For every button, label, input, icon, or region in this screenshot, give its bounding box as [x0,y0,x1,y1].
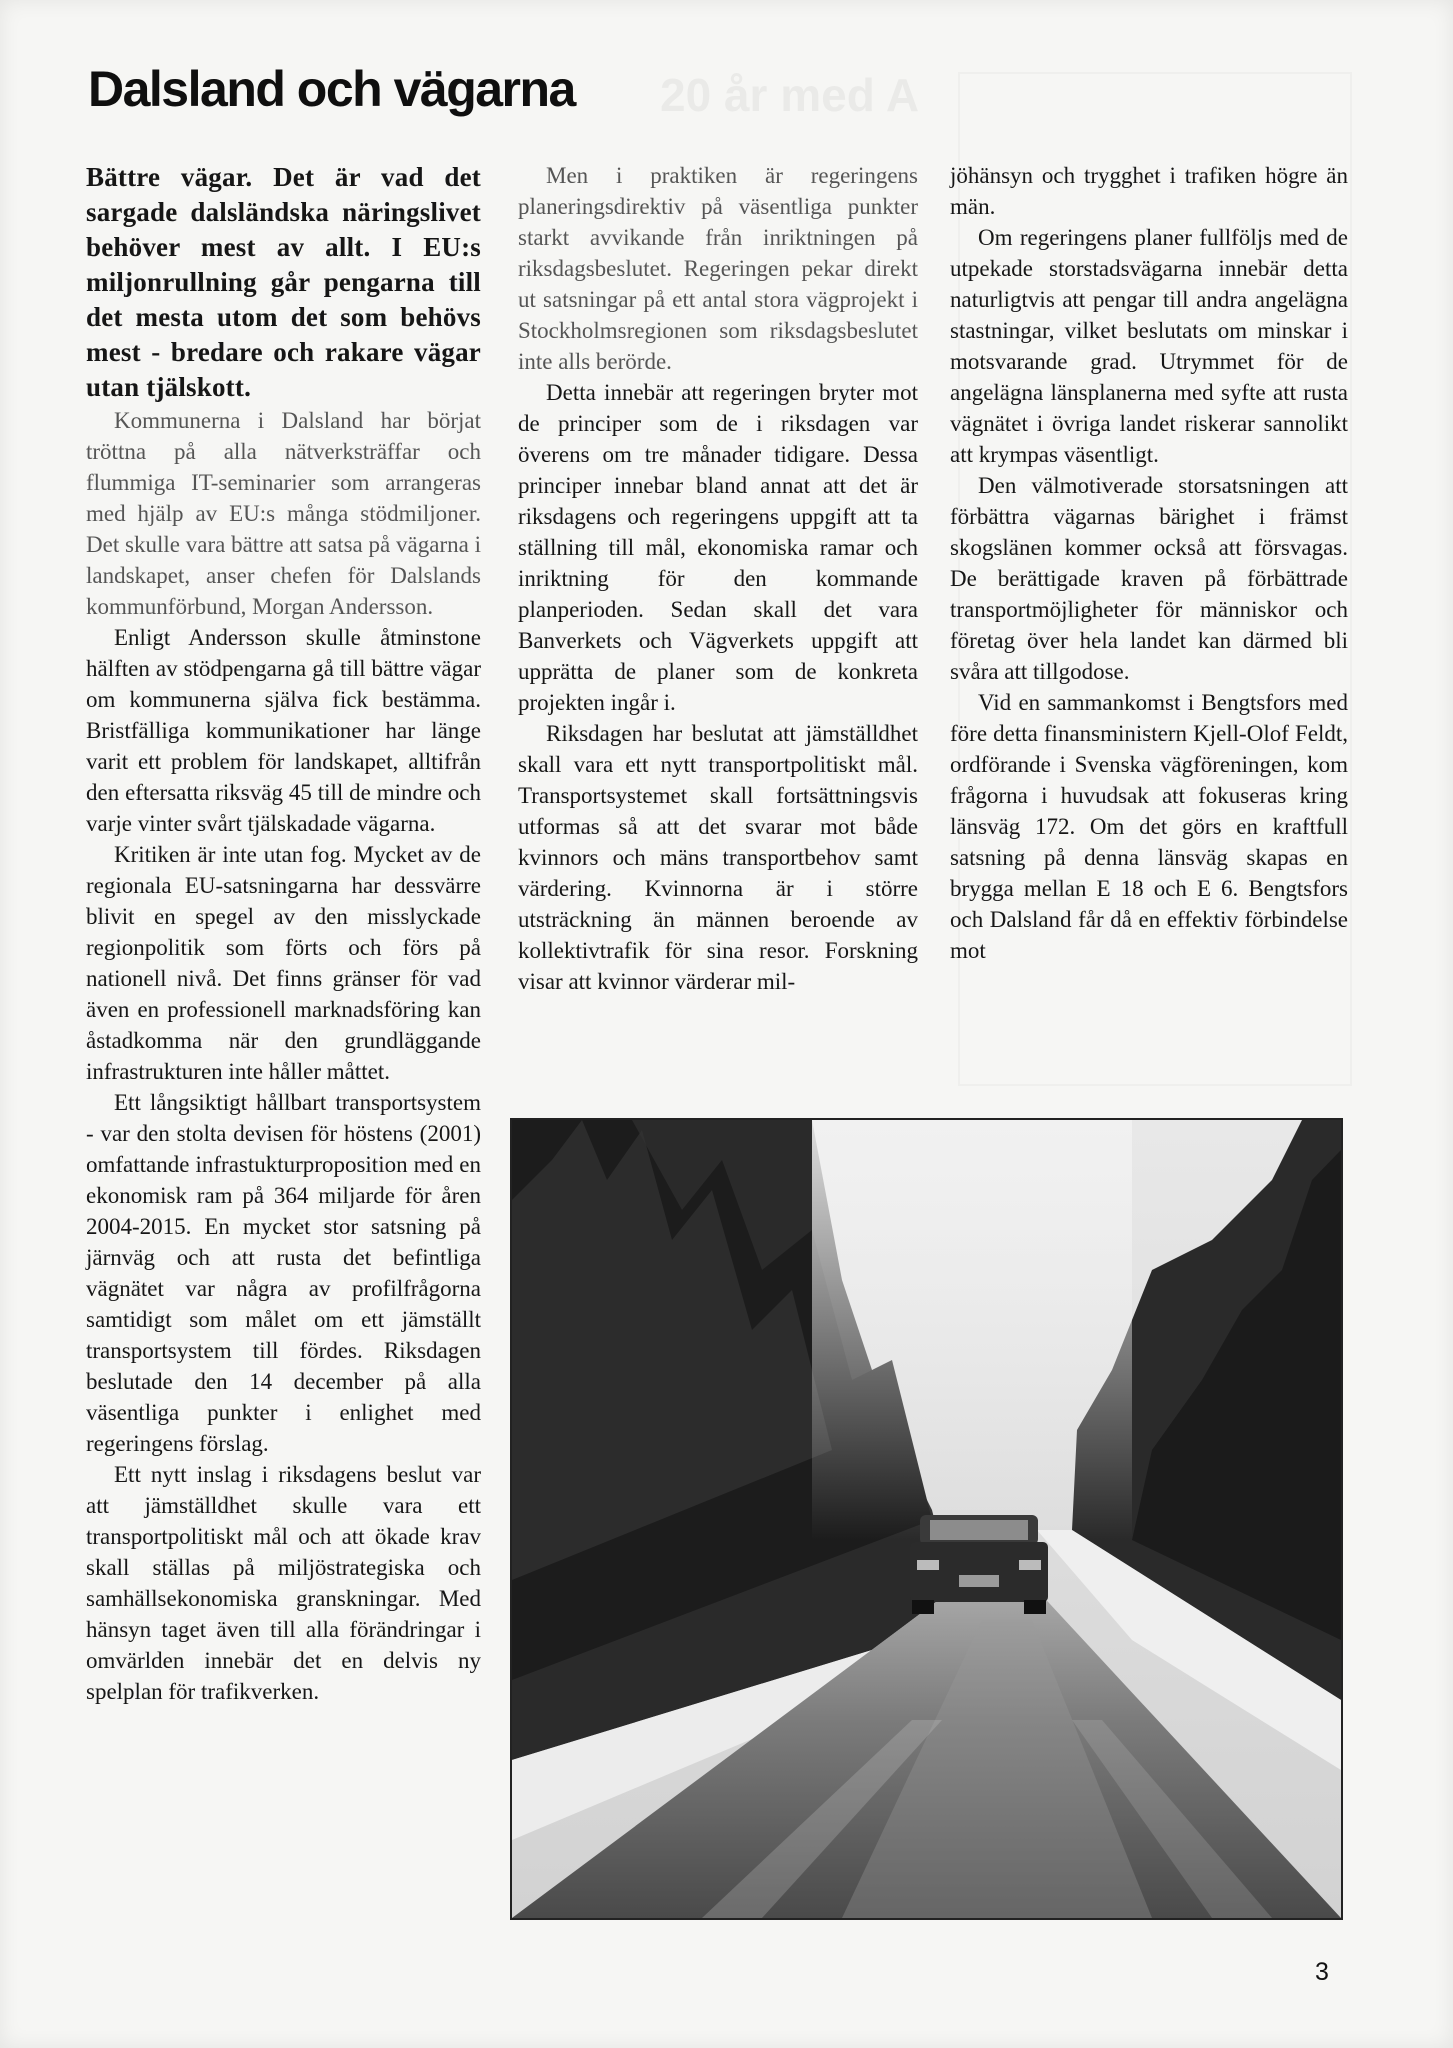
paragraph: Kommunerna i Dalsland har börjat tröttna på alla nätverksträffar och flummiga IT-seminarier som arrangeras med hjälp av EU:s många stödmiljoner. Det skulle vara bättre att satsa på vägarna i landskapet, anser chefen för Dalslands kommunförbund, Morgan Andersson. [86,408,481,619]
lead-paragraph: Bättre vägar. Det är vad det sargade dalsländska näringslivet behöver mest av allt. I EU:s miljonrullning går pengarna till det mesta utom det som behövs mest - bredare och rakare vägar utan tjälskott. [86,162,481,402]
winter-road-car-image [512,1120,1341,1918]
paragraph: jöhänsyn och trygghet i trafiken högre än män. [950,163,1348,219]
text-column-3 [950,160,1348,966]
bleed-through-heading: 20 år med A [660,69,920,121]
paragraph: Detta innebär att regeringen bryter mot de principer som de i riksdagen var överens om tre månader tidigare. Dessa principer innebar bland annat att det är riksdagens och regeringens uppgift att ta ställning till mål, ekonomiska ramar och inriktning för den kommande planperioden. Sedan skall det vara Banverkets och Vägverkets uppgift att upprätta de planer som de konkreta projekten ingår i. [518,380,918,715]
car [910,1515,1048,1614]
paragraph: Riksdagen har beslutat att jämställdhet skall vara ett nytt transportpolitiskt mål. Transportsystemet skall fortsättningsvis utformas så att det svarar mot både kvinnors och mäns transportbehov samt värdering. Kvinnorna är i större utsträckning än männen beroende av kollektivtrafik för sina resor. Forskning visar att kvinnor värderar mil- [518,721,918,994]
article-title: Dalsland och vägarna [88,61,575,117]
paragraph: Men i praktiken är regeringens planeringsdirektiv på väsentliga punkter starkt avvikande från inriktningen på riksdagsbeslutet. Regeringen pekar direkt ut satsningar på ett antal stora vägprojekt i Stockholmsregionen som riksdagsbeslutet inte alls berörde. [518,163,918,374]
paragraph: Kritiken är inte utan fog. Mycket av de regionala EU-satsningarna har dessvärre blivit en spegel av den misslyckade regionpolitik som förts och förs på nationell nivå. Det finns gränser för vad även en professionell marknadsföring kan åstadkomma när den grundläggande infrastrukturen inte håller måttet. [86,842,481,1084]
paragraph: Vid en sammankomst i Bengtsfors med före detta finansministern Kjell-Olof Feldt, ordförande i Svenska vägföreningen, kom frågorna i huvudsak att fokuseras kring länsväg 172. Om det görs en kraftfull satsning på denna länsväg skapas en brygga mellan E 18 och E 6. Bengtsfors och Dalsland får då en effektiv förbindelse mot [950,690,1348,963]
text-column-1 [86,160,481,1707]
paragraph: Enligt Andersson skulle åtminstone hälften av stödpengarna gå till bättre vägar om kommunerna själva fick bestämma. Bristfälliga kommunikationer har länge varit ett problem för landskapet, alltifrån den eftersatta riksväg 45 till de mindre och varje vinter svårt tjälskadade vägarna. [86,625,481,836]
page-number: 3 [1315,1958,1329,1986]
road-photo [510,1118,1343,1920]
text-column-2 [518,160,918,997]
paragraph: Ett långsiktigt hållbart transportsystem - var den stolta devisen för höstens (2001) omfattande infrastukturproposition med en ekonomisk ram på 364 miljarde för åren 2004-2015. En mycket stor satsning på järnväg och att rusta det befintliga vägnätet var några av profilfrågorna samtidigt som målet om ett jämställt transportsystem till fördes. Riksdagen beslutade den 14 december på alla väsentliga punkter i enlighet med regeringens förslag. [86,1090,481,1456]
paragraph: Ett nytt inslag i riksdagens beslut var att jämställdhet skulle vara ett transportpolitiskt mål och att ökade krav skall ställas på miljöstrategiska och samhällsekonomiska granskningar. Med hänsyn taget även till alla förändringar i omvärlden innebär det en delvis ny spelplan för trafikverken. [86,1462,481,1704]
paragraph: Om regeringens planer fullföljs med de utpekade storstadsvägarna innebär detta naturligtvis att pengar till andra angelägna stastningar, vilket beslutats om minskar i motsvarande grad. Utrymmet för de angelägna länsplanerna med syfte att rusta vägnätet i övriga landet riskerar sannolikt att krympas väsentligt. [950,225,1348,467]
paragraph: Den välmotiverade storsatsningen att förbättra vägarnas bärighet i främst skogslänen kommer också att försvagas. De berättigade kraven på förbättrade transportmöjligheter för människor och företag över hela landet kan därmed bli svåra att tillgodose. [950,473,1348,684]
